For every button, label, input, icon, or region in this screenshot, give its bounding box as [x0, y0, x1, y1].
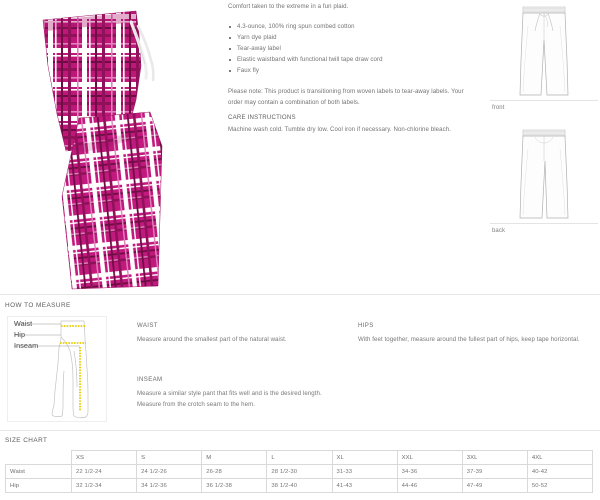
feature-item: Faux fly	[228, 65, 478, 76]
thumbnail-front[interactable]	[490, 0, 598, 111]
diagram-label-hip: Hip	[14, 330, 26, 339]
measure-body-waist: Measure around the smallest part of the natural waist.	[137, 336, 287, 343]
how-to-measure-heading: HOW TO MEASURE	[5, 302, 71, 309]
thumbnail-column	[490, 0, 600, 234]
section-divider-bottom	[0, 430, 600, 431]
size-chart-heading: SIZE CHART	[5, 437, 48, 444]
table-cell: 28 1/2-30	[267, 465, 332, 479]
feature-item: Yarn dye plaid	[228, 32, 478, 43]
table-header-row	[6, 451, 593, 465]
table-cell: 47-49	[462, 479, 527, 493]
feature-item: 4.3-ounce, 100% ring spun combed cotton	[228, 21, 478, 32]
care-instructions-body: Machine wash cold. Tumble dry low. Cool iron if necessary. Non-chlorine bleach.	[228, 126, 451, 133]
table-col-header: XL	[332, 451, 397, 465]
table-cell: 32 1/2-34	[72, 479, 137, 493]
pants-illustration	[0, 0, 222, 290]
size-chart-table	[5, 450, 593, 493]
table-cell: 34 1/2-36	[137, 479, 202, 493]
table-cell: 31-33	[332, 465, 397, 479]
care-instructions-heading: CARE INSTRUCTIONS	[228, 114, 296, 121]
table-row-label: Hip	[6, 479, 72, 493]
pants-back-line-drawing-icon	[490, 123, 598, 223]
table-col-header: L	[267, 451, 332, 465]
plaid-pants-photo	[0, 0, 222, 290]
table-cell: 40-42	[527, 465, 592, 479]
section-divider-top	[0, 294, 600, 295]
product-description	[228, 2, 478, 135]
measure-body-hips: With feet together, measure around the fullest part of hips, keep tape horizontal.	[358, 336, 580, 343]
feature-item: Tear-away label	[228, 43, 478, 54]
table-col-header: S	[137, 451, 202, 465]
table-cell: 36 1/2-38	[202, 479, 267, 493]
measure-block-waist	[137, 320, 347, 345]
diagram-label-waist: Waist	[14, 319, 33, 328]
table-row-label: Waist	[6, 465, 72, 479]
product-hero-image[interactable]	[0, 0, 222, 290]
description-lead: Comfort taken to the extreme in a fun plaid.	[228, 3, 349, 10]
measure-block-inseam	[137, 374, 347, 410]
measure-body-inseam: Measure a similar style pant that fits well and is the desired length. Measure from the crotch seam to the hem.	[137, 390, 322, 408]
table-cell: 24 1/2-26	[137, 465, 202, 479]
table-cell: 38 1/2-40	[267, 479, 332, 493]
table-corner-cell	[6, 451, 72, 465]
thumbnail-caption: back	[492, 228, 506, 234]
measure-heading-inseam: INSEAM	[137, 376, 163, 383]
thumbnail-back[interactable]	[490, 123, 598, 234]
measure-heading-waist: WAIST	[137, 322, 158, 329]
thumbnail-caption: front	[492, 105, 505, 111]
measure-block-hips	[358, 320, 588, 345]
measurement-diagram	[7, 316, 107, 422]
table-row	[6, 465, 593, 479]
label-transition-note: Please note: This product is transitioning from woven labels to tear-away labels. Your order may contain a combination of both labels.	[228, 88, 464, 106]
table-cell: 41-43	[332, 479, 397, 493]
table-row	[6, 479, 593, 493]
table-cell: 34-36	[397, 465, 462, 479]
thumbnail-spacer	[490, 111, 600, 123]
table-col-header: XXL	[397, 451, 462, 465]
feature-list	[228, 21, 478, 76]
pants-front-line-drawing-icon	[490, 0, 598, 100]
table-col-header: M	[202, 451, 267, 465]
table-cell: 50-52	[527, 479, 592, 493]
table-col-header: XS	[72, 451, 137, 465]
table-cell: 37-39	[462, 465, 527, 479]
table-cell: 44-46	[397, 479, 462, 493]
table-cell: 22 1/2-24	[72, 465, 137, 479]
table-cell: 26-28	[202, 465, 267, 479]
table-col-header: 4XL	[527, 451, 592, 465]
measure-heading-hips: HIPS	[358, 322, 374, 329]
table-col-header: 3XL	[462, 451, 527, 465]
feature-item: Elastic waistband with functional twill tape draw cord	[228, 54, 478, 65]
diagram-label-inseam: Inseam	[14, 341, 39, 350]
